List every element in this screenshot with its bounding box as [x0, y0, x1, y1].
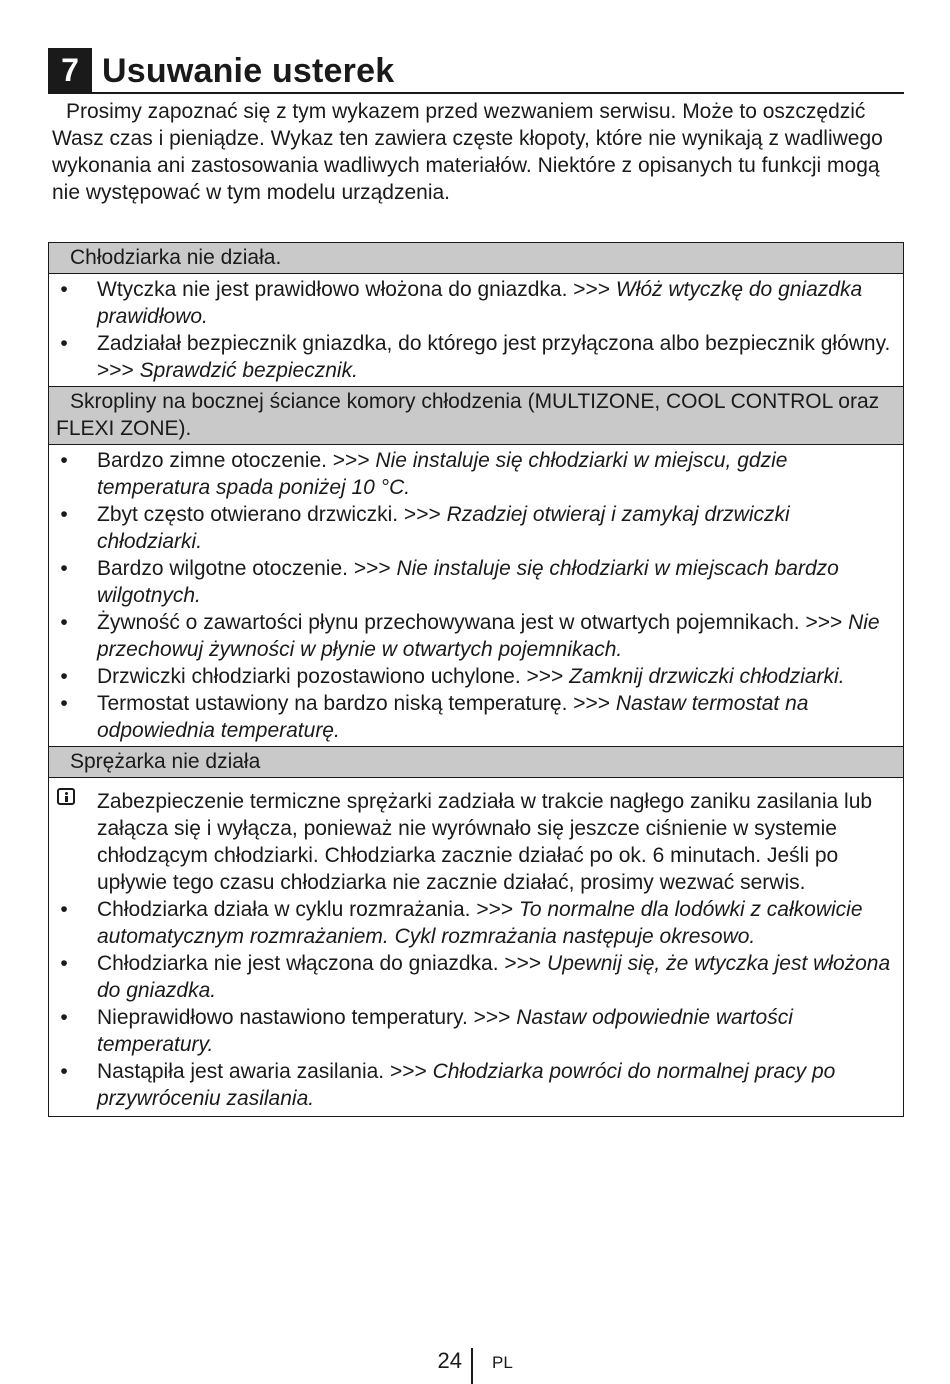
item-solution: Chłodziarka powróci do normalnej pracy po przywróceniu zasilania. — [97, 1060, 836, 1110]
note-item — [49, 780, 895, 896]
bullet-icon: • — [60, 278, 68, 301]
list-item — [49, 950, 895, 1004]
item-cause: Zadziałał bezpiecznik gniazdka, do którego jest przyłączona albo bezpiecznik główny. >>> — [97, 332, 891, 382]
item-cause: Chłodziarka nie jest włączona do gniazdka. >>> — [97, 952, 548, 975]
chapter-header — [48, 48, 904, 94]
item-cause: Żywność o zawartości płynu przechowywana jest w otwartych pojemnikach. >>> — [97, 611, 849, 634]
bullet-icon: • — [60, 611, 68, 634]
item-solution: Nie instaluje się chłodziarki w miejscu, gdzie temperatura spada poniżej 10 °C. — [97, 449, 788, 499]
page-number: 24 — [437, 1348, 462, 1373]
intro-paragraph: Prosimy zapoznać się z tym wykazem przed wezwaniem serwisu. Może to oszczędzić Wasz czas i pieniądze. Wykaz ten zawiera częste kłopoty, które nie wynikają z wadliwego wykonania ani zastosowania wadliwych materiałów. Niektóre z opisanych tu funkcji mogą nie występować w tym modelu urządzenia. — [52, 100, 883, 204]
bullet-icon: • — [60, 1060, 68, 1083]
chapter-title: Usuwanie usterek — [102, 52, 395, 90]
info-icon — [57, 788, 75, 805]
troubleshooting-table — [48, 242, 904, 1117]
item-solution: Nastaw odpowiednie wartości temperatury. — [97, 1006, 793, 1056]
list-item — [49, 1004, 895, 1058]
item-cause: Nastąpiła jest awaria zasilania. >>> — [97, 1060, 433, 1083]
bullet-icon: • — [60, 1006, 68, 1029]
bullet-icon: • — [60, 557, 68, 580]
section-body — [49, 274, 903, 387]
page-footer — [0, 1348, 950, 1384]
footer-divider — [471, 1348, 473, 1384]
section-title: Skropliny na bocznej ściance komory chłodzenia (MULTIZONE, COOL CONTROL oraz FLEXI ZONE). — [49, 387, 903, 445]
list-item — [49, 555, 895, 609]
bullet-icon: • — [60, 692, 68, 715]
item-cause: Bardzo wilgotne otoczenie. >>> — [97, 557, 397, 580]
item-solution: Zamknij drzwiczki chłodziarki. — [569, 665, 845, 688]
bullet-icon: • — [60, 665, 68, 688]
bullet-icon: • — [60, 449, 68, 472]
list-item — [49, 1058, 895, 1112]
bullet-icon: • — [60, 332, 68, 355]
chapter-number: 7 — [48, 48, 92, 92]
list-item — [49, 501, 895, 555]
item-cause: Nieprawidłowo nastawiono temperatury. >>> — [97, 1006, 517, 1029]
item-solution: Nie przechowuj żywności w płynie w otwartych pojemnikach. — [97, 611, 880, 661]
item-solution: Włóż wtyczkę do gniazdka prawidłowo. — [97, 278, 863, 328]
list-item — [49, 896, 895, 950]
list-item — [49, 663, 895, 690]
bullet-icon: • — [60, 952, 68, 975]
note-text: Zabezpieczenie termiczne sprężarki zadziała w trakcie nagłego zaniku zasilania lub załącza się i wyłącza, ponieważ nie wyrównało się jeszcze ciśnienie w systemie chłodzącym chłodziarki. Chłodziarka zacznie działać po ok. 6 minutach. Jeśli po upływie tego czasu chłodziarka nie zacznie działać, prosimy wezwać serwis. — [97, 790, 873, 894]
section-body — [49, 778, 903, 1116]
item-cause: Termostat ustawiony na bardzo niską temperaturę. >>> — [97, 692, 616, 715]
list-item — [49, 447, 895, 501]
item-solution: Sprawdzić bezpiecznik. — [139, 359, 358, 382]
item-solution: Upewnij się, że wtyczka jest włożona do gniazdka. — [97, 952, 891, 1002]
list-item — [49, 276, 895, 330]
section-body — [49, 445, 903, 747]
list-item — [49, 690, 895, 744]
item-cause: Wtyczka nie jest prawidłowo włożona do gniazdka. >>> — [97, 278, 616, 301]
section-title: Chłodziarka nie działa. — [49, 243, 903, 274]
bullet-icon: • — [60, 503, 68, 526]
section-title: Sprężarka nie działa — [49, 747, 903, 778]
item-cause: Drzwiczki chłodziarki pozostawiono uchylone. >>> — [97, 665, 570, 688]
list-item — [49, 609, 895, 663]
item-cause: Bardzo zimne otoczenie. >>> — [97, 449, 376, 472]
bullet-icon: • — [60, 898, 68, 921]
item-cause: Zbyt często otwierano drzwiczki. >>> — [97, 503, 447, 526]
language-code: PL — [492, 1353, 513, 1372]
item-solution: To normalne dla lodówki z całkowicie automatycznym rozmrażaniem. Cykl rozmrażania następuje okresowo. — [97, 898, 863, 948]
item-solution: Rzadziej otwieraj i zamykaj drzwiczki chłodziarki. — [97, 503, 790, 553]
item-solution: Nie instaluje się chłodziarki w miejscach bardzo wilgotnych. — [97, 557, 839, 607]
list-item — [49, 330, 895, 384]
item-cause: Chłodziarka działa w cyklu rozmrażania. >>> — [97, 898, 519, 921]
item-solution: Nastaw termostat na odpowiednia temperaturę. — [97, 692, 809, 742]
